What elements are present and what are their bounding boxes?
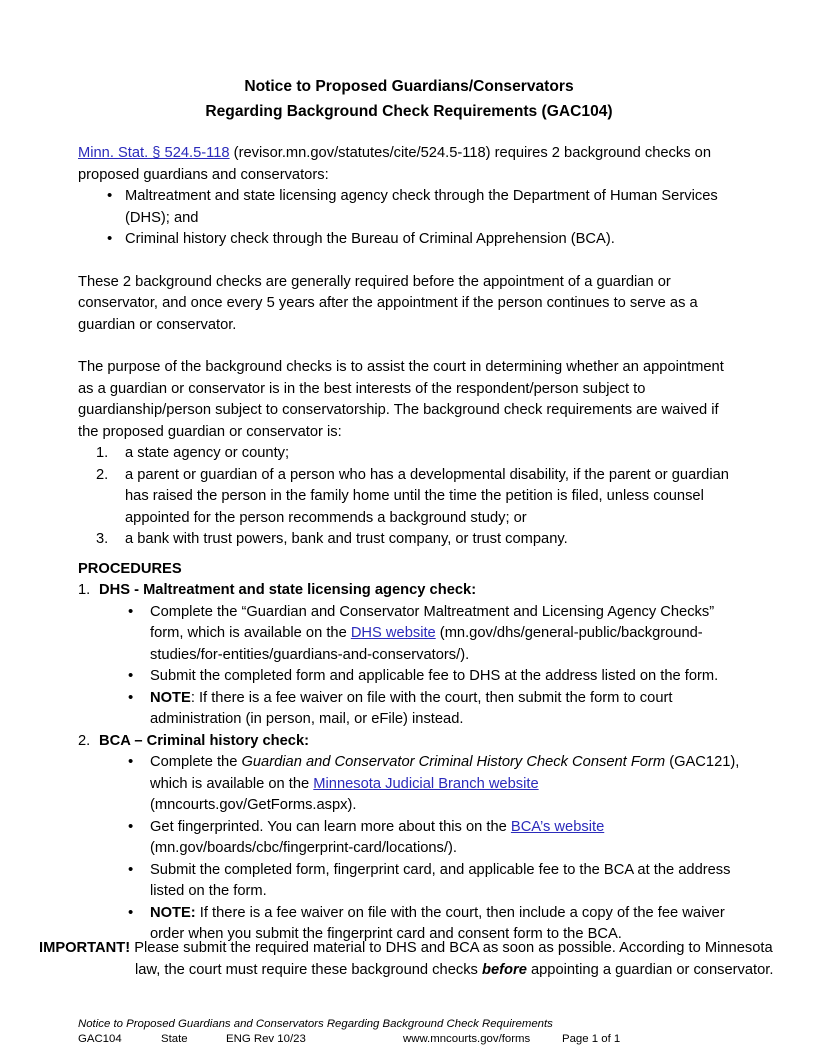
page-title-line-1: Notice to Proposed Guardians/Conservators	[244, 78, 574, 95]
purpose-paragraph: The purpose of the background checks is to assist the court in determining whether an appointment as a guardian or conservator is in the best interests of the respondent/person subject to guardianship/person subject to conservatorship. The background check requirements are waived if the proposed guardian or conservator is:	[78, 359, 724, 440]
important-notice	[39, 938, 783, 981]
text-run: Complete the	[150, 754, 242, 770]
inline-link[interactable]: Minnesota Judicial Branch website	[313, 775, 539, 792]
footer-scope: State	[161, 1033, 188, 1045]
important-text-indented	[39, 960, 783, 982]
intro-paragraph-rest: (revisor.mn.gov/statutes/cite/524.5-118) requires 2 background checks on proposed guardians and conservators:	[78, 145, 711, 183]
bold-text: NOTE:	[150, 904, 196, 921]
important-emphasis: before	[481, 961, 527, 978]
list-item: a parent or guardian of a person who has a developmental disability, if the parent or guardian has raised the person in the family home until the time the petition is filed, unless counsel appointed for the person recommends a background study; or	[125, 466, 729, 526]
footer-revision: ENG Rev 10/23	[226, 1033, 306, 1045]
procedures-heading: PROCEDURES	[78, 560, 182, 577]
procedure-item-dhs	[78, 580, 740, 731]
inline-link[interactable]: BCA’s website	[510, 818, 605, 835]
list-item	[99, 666, 740, 688]
list-item	[99, 602, 740, 667]
procedure-title: BCA – Criminal history check:	[99, 732, 310, 749]
footer-url: www.mncourts.gov/forms	[403, 1033, 531, 1045]
list-item	[99, 860, 740, 903]
inline-link[interactable]: DHS website	[350, 625, 436, 641]
procedure-steps-bca	[99, 752, 740, 946]
list-item: • Maltreatment and state licensing agency check through the Department of Human Services (DHS); and	[78, 186, 740, 229]
italic-text: Guardian and Conservator Criminal History Check Consent Form	[241, 754, 666, 770]
important-label: IMPORTANT!	[39, 940, 131, 956]
background-check-list	[78, 186, 740, 251]
intro-paragraph	[78, 143, 740, 186]
page-title-line-2: Regarding Background Check Requirements (GAC104)	[205, 103, 613, 120]
important-text-part-b: appointing a guardian or conservator.	[526, 961, 774, 978]
footer-page-number: Page 1 of 1	[562, 1033, 621, 1045]
page-footer	[78, 1017, 738, 1047]
footer-document-title: Notice to Proposed Guardians and Conservators Regarding Background Check Requirements	[78, 1018, 553, 1030]
text-run: Submit the completed form and applicable fee to DHS at the address listed on the form.	[150, 668, 719, 684]
text-run: (mn.gov/dhs/general-public/background-studies/for-entities/guardians-and-conservators/).	[150, 625, 703, 663]
procedure-item-bca	[78, 731, 740, 946]
text-run: If there is a fee waiver on file with the court, then include a copy of the fee waiver order when you submit the fingerprint card and consent form to the BCA.	[150, 904, 725, 942]
procedure-steps-dhs	[99, 602, 740, 731]
text-run: Complete the “Guardian and Conservator Maltreatment and Licensing Agency Checks” form, which is available on the	[150, 603, 715, 641]
frequency-paragraph: These 2 background checks are generally required before the appointment of a guardian or conservator, and once every 5 years after the appointment if the person continues to serve as a guardian or conservator.	[78, 273, 698, 333]
page-title	[78, 74, 740, 124]
list-item: a state agency or county;	[125, 445, 290, 461]
text-run: Submit the completed form, fingerprint card, and applicable fee to the BCA at the address listed on the form.	[150, 861, 731, 899]
footer-meta-row	[78, 1032, 738, 1047]
bold-text: NOTE	[150, 689, 191, 706]
important-text: Please submit the required material to DHS and BCA as soon as possible. According to Minnesota	[130, 940, 773, 956]
statute-link[interactable]: Minn. Stat. § 524.5-118	[78, 145, 230, 161]
procedures-list	[78, 580, 740, 946]
document-body	[78, 74, 740, 946]
important-text-part-a: law, the court must require these background checks	[135, 961, 482, 978]
list-item: a bank with trust powers, bank and trust company, or trust company.	[125, 531, 568, 547]
list-item	[99, 752, 740, 817]
list-item	[99, 688, 740, 731]
text-run: (GAC121), which is available on the	[150, 754, 740, 792]
procedure-title: DHS - Maltreatment and state licensing agency check:	[99, 582, 477, 598]
list-item	[99, 817, 740, 860]
list-item: • Criminal history check through the Bureau of Criminal Apprehension (BCA).	[78, 229, 740, 251]
waiver-list	[78, 443, 740, 551]
footer-form-code: GAC104	[78, 1033, 122, 1045]
text-run: (mncourts.gov/GetForms.aspx).	[150, 797, 357, 813]
text-run: Get fingerprinted. You can learn more about this on the	[150, 818, 511, 835]
text-run: (mn.gov/boards/cbc/fingerprint-card/locations/).	[150, 840, 457, 856]
text-run: : If there is a fee waiver on file with the court, then submit the form to court administration (in person, mail, or eFile) instead.	[150, 689, 673, 727]
